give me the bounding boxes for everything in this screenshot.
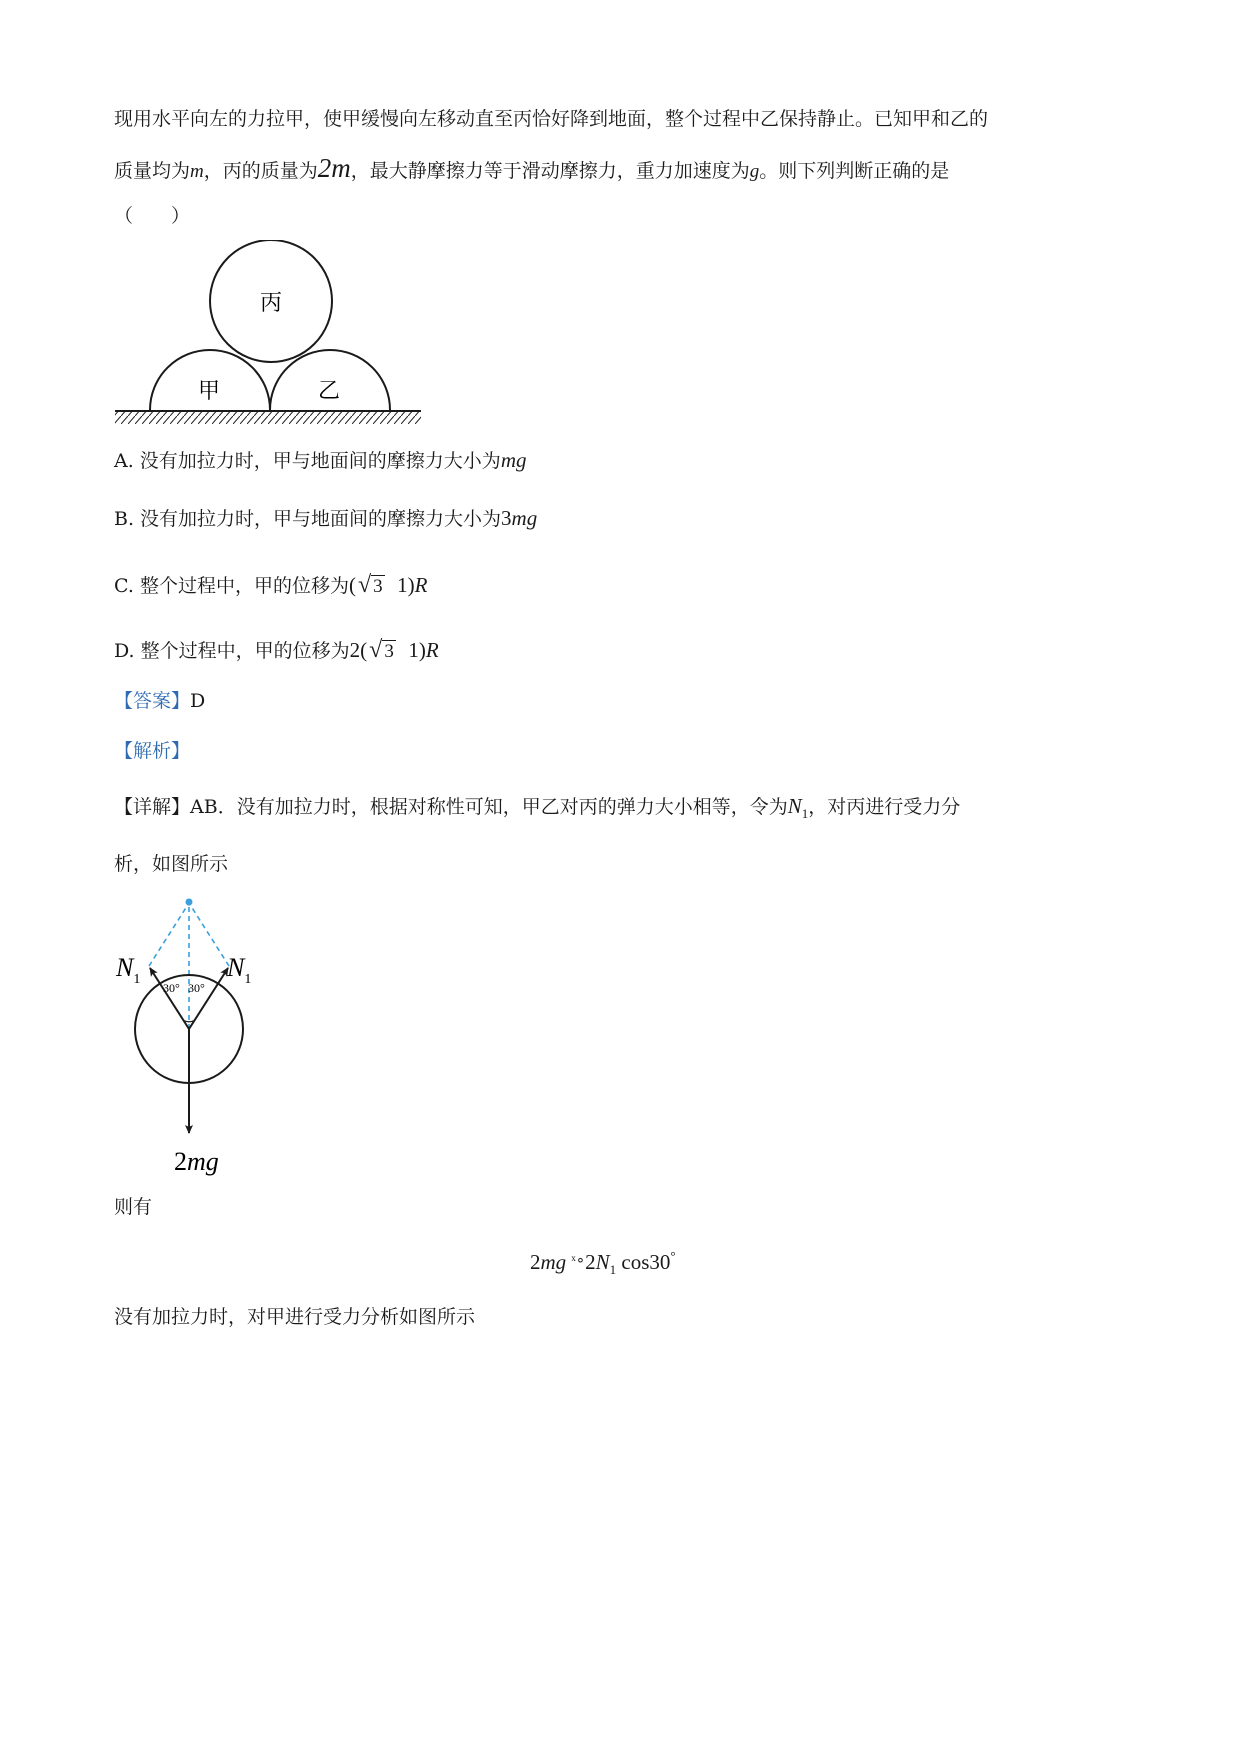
question-text: ，丙的质量为	[203, 160, 318, 182]
mass-symbol: m	[190, 161, 204, 182]
gravity-symbol: g	[749, 161, 760, 182]
option-b-math: mg	[511, 506, 538, 530]
option-a-text: A. 没有加拉力时，甲与地面间的摩擦力大小为	[114, 450, 501, 472]
eq-glyph: ˣ∘	[571, 1253, 586, 1269]
option-b	[114, 505, 537, 532]
label-angle-right: 30°	[188, 981, 205, 995]
answer-line	[114, 688, 205, 714]
detail-tag: 【详解】	[114, 796, 191, 818]
option-c	[114, 572, 427, 600]
sqrt-expression: √ 3	[357, 572, 383, 598]
resultant-tip	[186, 899, 193, 906]
option-d	[114, 637, 439, 665]
eq-rhs-func: cos30	[621, 1250, 671, 1274]
option-b-text: B. 没有加拉力时，甲与地面间的摩擦力大小为	[114, 508, 502, 530]
label-yi: 乙	[318, 378, 341, 403]
cylinder-figure	[100, 240, 430, 435]
option-c-paren: (	[348, 573, 356, 597]
dash-right	[189, 903, 229, 966]
dash-left	[149, 903, 189, 966]
question-text: 。则下列判断正确的是	[759, 160, 950, 182]
label-n1-left: $N_1$	[116, 953, 141, 987]
option-d-tail: 1)	[397, 638, 426, 662]
label-jia: 甲	[198, 378, 221, 403]
eq-lhs-num: 2	[530, 1250, 541, 1274]
option-c-tail: 1)	[386, 573, 415, 597]
option-d-text: D. 整个过程中，甲的位移为	[114, 640, 350, 662]
question-text: ，最大静摩擦力等于滑动摩擦力，重力加速度为	[350, 160, 750, 182]
eq-rhs-deg: °	[670, 1248, 676, 1263]
angle-arc	[183, 1020, 195, 1022]
answer-tag: 【答案】	[114, 690, 191, 712]
detail-line-2: 析，如图所示	[114, 853, 229, 875]
detail-text: AB．没有加拉力时，根据对称性可知，甲乙对丙的弹力大小相等，令为	[190, 796, 788, 818]
eq-lhs-var: mg	[540, 1250, 567, 1274]
question-line-2	[114, 155, 949, 185]
then-line: 则有	[114, 1196, 153, 1218]
ground-hatch	[115, 412, 421, 424]
label-n1-right: $N_1$	[227, 953, 252, 987]
analysis-tag: 【解析】	[114, 740, 191, 762]
eq-rhs-sym: N	[595, 1250, 610, 1274]
option-d-paren: 2(	[349, 638, 368, 662]
option-c-var: R	[414, 573, 428, 597]
question-text: 质量均为	[114, 160, 191, 182]
detail-text: ，对丙进行受力分	[808, 796, 961, 818]
option-d-var: R	[425, 638, 439, 662]
eq-rhs-num: 2	[585, 1250, 596, 1274]
question-line-3: （ ）	[114, 205, 191, 227]
option-a	[114, 447, 526, 474]
label-angle-left: 30°	[163, 981, 180, 995]
answer-value: D	[190, 690, 206, 712]
last-line: 没有加拉力时，对甲进行受力分析如图所示	[114, 1306, 476, 1328]
analysis-line	[114, 738, 190, 764]
label-weight: 2mg	[174, 1147, 219, 1176]
normal-force-symbol: $N_1$	[787, 794, 809, 821]
mass-2m-symbol: 2m	[317, 153, 351, 183]
force-diagram	[110, 888, 280, 1178]
option-c-text: C. 整个过程中，甲的位移为	[114, 575, 349, 597]
equation	[530, 1248, 676, 1278]
option-a-math: mg	[500, 448, 527, 472]
question-line-1: 现用水平向左的力拉甲，使甲缓慢向左移动直至丙恰好降到地面，整个过程中乙保持静止。已知甲和乙的	[114, 108, 989, 130]
label-bing: 丙	[260, 290, 283, 315]
eq-rhs-sub: 1	[609, 1262, 617, 1277]
option-b-num: 3	[501, 506, 512, 530]
detail-line-1	[114, 793, 960, 827]
sqrt-expression: √ 3	[369, 637, 394, 663]
